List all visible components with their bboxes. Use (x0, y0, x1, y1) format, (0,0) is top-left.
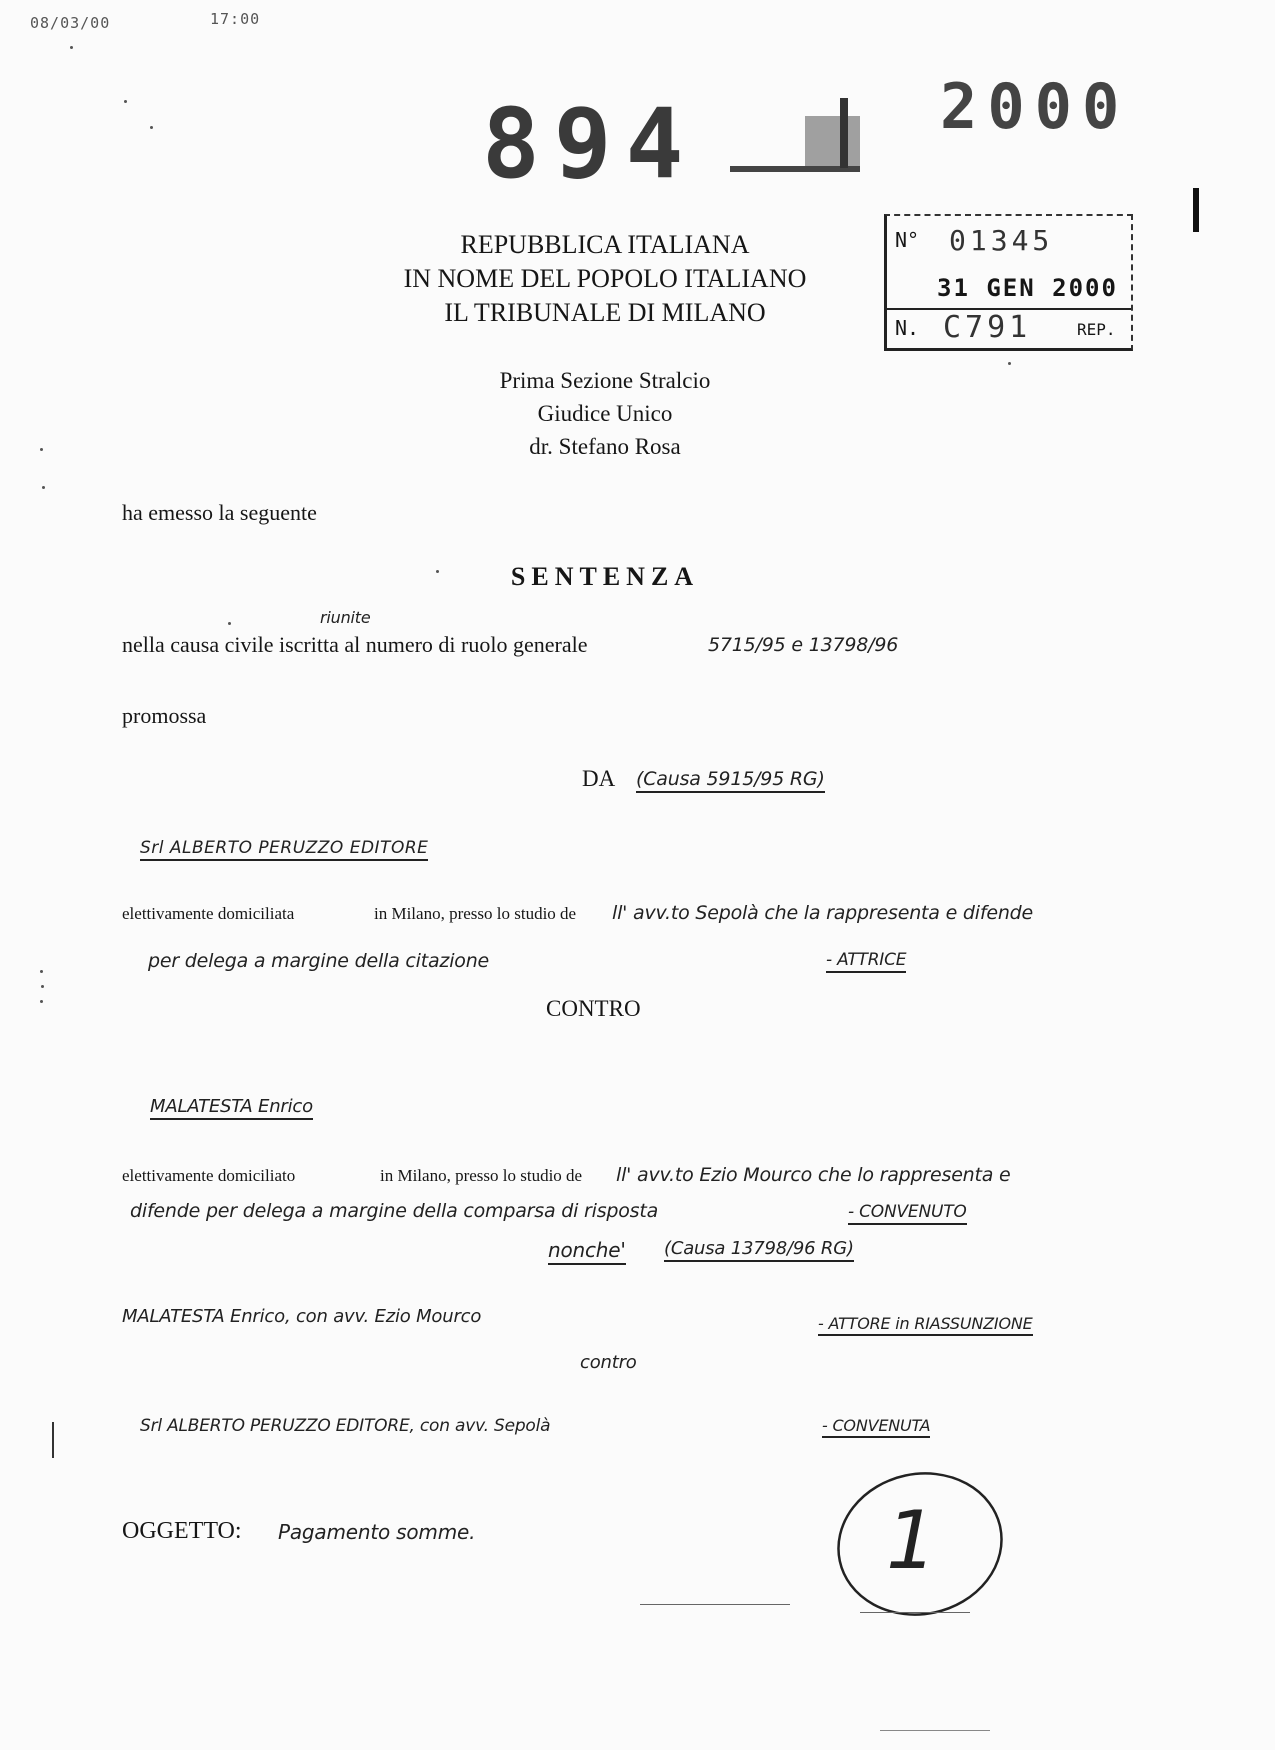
document-title: SENTENZA (510, 562, 700, 591)
rep-suffix: REP. (1077, 320, 1116, 339)
party2-domicile-label: elettivamente domiciliato (122, 1166, 296, 1185)
stamp-number: 894 (482, 88, 698, 200)
speck (150, 126, 153, 129)
oggetto-label: OGGETTO: (122, 1518, 242, 1544)
party1-domicile-studio: in Milano, presso lo studio de (374, 904, 577, 923)
speck (42, 486, 45, 489)
intro-text: ha emesso la seguente (122, 500, 317, 525)
nonche-label: nonche' (548, 1238, 626, 1265)
contro-small: contro (580, 1352, 637, 1373)
party1-role: - ATTRICE (826, 950, 906, 973)
speck (70, 46, 73, 49)
promossa-text: promossa (122, 703, 207, 728)
page-number: 1 (886, 1494, 937, 1587)
party1-name: Srl ALBERTO PERUZZO EDITORE (140, 838, 428, 861)
section-block (360, 364, 850, 463)
speck (40, 970, 43, 973)
fax-time: 17:00 (210, 10, 261, 28)
party2-name: MALATESTA Enrico (150, 1096, 313, 1120)
fax-date: 08/03/00 (30, 14, 111, 32)
judge-title: Giudice Unico (537, 401, 673, 426)
registry-number-prefix: N° (895, 228, 920, 252)
speck (228, 622, 231, 625)
registry-date: 31 GEN 2000 (937, 274, 1118, 302)
rep-prefix: N. (895, 316, 920, 340)
registry-stamp (884, 214, 1133, 351)
nonche-case-ref: (Causa 13798/96 RG) (664, 1238, 854, 1262)
case-insert-handwritten: riunite (320, 608, 371, 627)
speck (124, 100, 127, 103)
heading-line-2: IN NOME DEL POPOLO ITALIANO (403, 264, 807, 293)
speck (41, 985, 44, 988)
margin-mark (1193, 188, 1199, 232)
bottom-line-3 (880, 1730, 990, 1731)
oggetto-value: Pagamento somme. (278, 1520, 476, 1544)
bottom-line-1 (640, 1604, 790, 1605)
rep-number: C791 (943, 310, 1032, 345)
speck (40, 448, 43, 451)
case-line-text: nella causa civile iscritta al numero di ruolo generale (122, 632, 588, 657)
party2-domicile-handwritten: ll' avv.to Ezio Mourco che lo rappresenta e (616, 1164, 1011, 1186)
judge-name: dr. Stefano Rosa (529, 434, 681, 459)
party1-delega: per delega a margine della citazione (148, 950, 490, 972)
party3-role: - ATTORE in RIASSUNZIONE (818, 1314, 1033, 1336)
party4-role: - CONVENUTA (822, 1416, 930, 1438)
stamp-year: 2000 (940, 70, 1130, 143)
margin-tick (52, 1422, 54, 1458)
party1-domicile-handwritten: ll' avv.to Sepolà che la rappresenta e difende (612, 902, 1034, 924)
registry-number: 01345 (949, 224, 1054, 257)
party1-domicile-label: elettivamente domiciliata (122, 904, 295, 923)
heading-line-3: IL TRIBUNALE DI MILANO (444, 298, 766, 327)
section-name: Prima Sezione Stralcio (499, 368, 711, 393)
party3-line: MALATESTA Enrico, con avv. Ezio Mourco (122, 1306, 482, 1327)
bottom-line-2 (860, 1612, 970, 1613)
da-label: DA (582, 766, 616, 791)
party2-delega: difende per delega a margine della comparsa di risposta (130, 1200, 659, 1222)
speck (436, 570, 439, 573)
speck (40, 1000, 43, 1003)
party1-case-ref: (Causa 5915/95 RG) (636, 768, 825, 793)
case-numbers: 5715/95 e 13798/96 (708, 634, 899, 656)
party4-line: Srl ALBERTO PERUZZO EDITORE, con avv. Sepolà (140, 1416, 551, 1436)
party2-role: - CONVENUTO (848, 1202, 967, 1225)
stamp-smudge (730, 96, 870, 178)
court-heading (360, 228, 850, 330)
speck (1008, 362, 1011, 365)
party2-domicile-studio: in Milano, presso lo studio de (380, 1166, 583, 1185)
heading-line-1: REPUBBLICA ITALIANA (460, 230, 750, 259)
contro-label: CONTRO (546, 996, 641, 1021)
